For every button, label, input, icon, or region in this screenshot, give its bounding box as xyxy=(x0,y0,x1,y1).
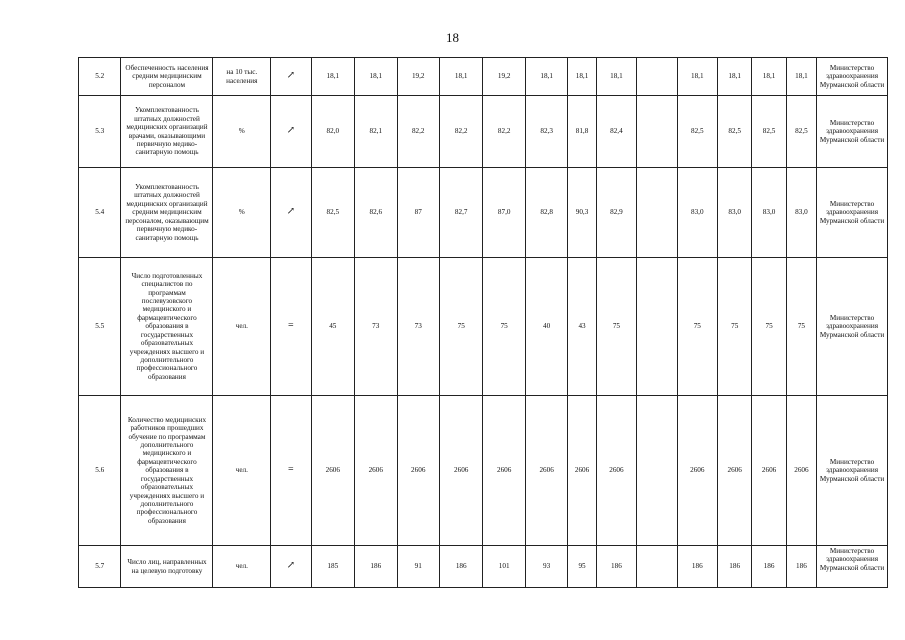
value-cell: 18,1 xyxy=(677,58,717,96)
value-cell: 2606 xyxy=(718,396,752,546)
table-row xyxy=(79,258,888,396)
value-cell: 19,2 xyxy=(397,58,439,96)
value-cell: 82,0 xyxy=(311,96,354,168)
value-cell xyxy=(637,258,677,396)
value-cell: 82,4 xyxy=(596,96,636,168)
value-cell: 18,1 xyxy=(568,58,596,96)
value-cell: 19,2 xyxy=(483,58,525,96)
value-cell: 75 xyxy=(596,258,636,396)
value-cell: 18,1 xyxy=(525,58,567,96)
value-cell: 82,2 xyxy=(483,96,525,168)
indicators-table xyxy=(78,57,888,588)
value-cell: 2606 xyxy=(596,396,636,546)
value-cell: 95 xyxy=(568,546,596,588)
page-number: 18 xyxy=(446,30,459,45)
indicator-name: Число лиц, направленных на целевую подготовку xyxy=(121,546,213,588)
value-cell: 2606 xyxy=(311,396,354,546)
unit-cell: % xyxy=(213,96,271,168)
value-cell: 82,3 xyxy=(525,96,567,168)
value-cell: 82,5 xyxy=(311,168,354,258)
value-cell: 93 xyxy=(525,546,567,588)
row-number: 5.5 xyxy=(79,258,121,396)
value-cell: 82,5 xyxy=(718,96,752,168)
value-cell: 75 xyxy=(786,258,816,396)
value-cell: 82,5 xyxy=(677,96,717,168)
value-cell xyxy=(637,396,677,546)
unit-cell: % xyxy=(213,168,271,258)
value-cell: 186 xyxy=(439,546,482,588)
value-cell: 18,1 xyxy=(311,58,354,96)
value-cell: 82,5 xyxy=(752,96,786,168)
value-cell: 75 xyxy=(718,258,752,396)
value-cell: 2606 xyxy=(355,396,397,546)
value-cell: 186 xyxy=(752,546,786,588)
value-cell: 83,0 xyxy=(718,168,752,258)
value-cell: 83,0 xyxy=(677,168,717,258)
table-row xyxy=(79,58,888,96)
trend-arrow-icon: ↗ xyxy=(271,168,311,258)
value-cell: 73 xyxy=(355,258,397,396)
value-cell: 75 xyxy=(677,258,717,396)
value-cell xyxy=(637,546,677,588)
value-cell: 186 xyxy=(355,546,397,588)
value-cell: 82,2 xyxy=(439,96,482,168)
responsible-cell: Министерство здравоохранения Мурманской области xyxy=(817,96,888,168)
value-cell: 73 xyxy=(397,258,439,396)
indicator-name: Укомплектованность штатных должностей медицинских организаций средним медицинским персоналом, оказывающим первичную медико-санитарную помощь xyxy=(121,168,213,258)
value-cell: 75 xyxy=(439,258,482,396)
trend-equal-icon: = xyxy=(271,258,311,396)
value-cell: 82,9 xyxy=(596,168,636,258)
value-cell: 186 xyxy=(596,546,636,588)
responsible-cell: Министерство здравоохранения Мурманской области xyxy=(817,546,888,588)
value-cell: 18,1 xyxy=(786,58,816,96)
value-cell: 82,5 xyxy=(786,96,816,168)
value-cell: 81,8 xyxy=(568,96,596,168)
value-cell: 18,1 xyxy=(596,58,636,96)
value-cell: 2606 xyxy=(439,396,482,546)
responsible-cell: Министерство здравоохранения Мурманской области xyxy=(817,168,888,258)
value-cell: 186 xyxy=(677,546,717,588)
row-number: 5.6 xyxy=(79,396,121,546)
value-cell: 82,7 xyxy=(439,168,482,258)
unit-cell: на 10 тыс. населения xyxy=(213,58,271,96)
value-cell: 43 xyxy=(568,258,596,396)
table-row xyxy=(79,168,888,258)
value-cell: 2606 xyxy=(568,396,596,546)
table-row xyxy=(79,546,888,588)
table-row xyxy=(79,96,888,168)
value-cell: 91 xyxy=(397,546,439,588)
value-cell: 90,3 xyxy=(568,168,596,258)
value-cell: 18,1 xyxy=(355,58,397,96)
value-cell: 186 xyxy=(718,546,752,588)
value-cell: 82,2 xyxy=(397,96,439,168)
responsible-cell: Министерство здравоохранения Мурманской области xyxy=(817,396,888,546)
row-number: 5.7 xyxy=(79,546,121,588)
value-cell: 87,0 xyxy=(483,168,525,258)
indicator-name: Обеспеченность населения средним медицинским персоналом xyxy=(121,58,213,96)
value-cell: 2606 xyxy=(677,396,717,546)
table-row xyxy=(79,396,888,546)
value-cell: 101 xyxy=(483,546,525,588)
value-cell: 83,0 xyxy=(752,168,786,258)
value-cell: 83,0 xyxy=(786,168,816,258)
value-cell: 82,6 xyxy=(355,168,397,258)
value-cell: 2606 xyxy=(525,396,567,546)
trend-equal-icon: = xyxy=(271,396,311,546)
responsible-cell: Министерство здравоохранения Мурманской области xyxy=(817,258,888,396)
value-cell: 18,1 xyxy=(439,58,482,96)
value-cell xyxy=(637,96,677,168)
value-cell: 2606 xyxy=(786,396,816,546)
row-number: 5.2 xyxy=(79,58,121,96)
trend-arrow-icon: ↗ xyxy=(271,546,311,588)
value-cell: 2606 xyxy=(483,396,525,546)
value-cell: 186 xyxy=(786,546,816,588)
value-cell xyxy=(637,168,677,258)
value-cell: 82,8 xyxy=(525,168,567,258)
value-cell: 75 xyxy=(483,258,525,396)
value-cell: 185 xyxy=(311,546,354,588)
unit-cell: чел. xyxy=(213,396,271,546)
value-cell: 45 xyxy=(311,258,354,396)
responsible-cell: Министерство здравоохранения Мурманской области xyxy=(817,58,888,96)
value-cell: 82,1 xyxy=(355,96,397,168)
unit-cell: чел. xyxy=(213,258,271,396)
row-number: 5.3 xyxy=(79,96,121,168)
value-cell: 75 xyxy=(752,258,786,396)
value-cell xyxy=(637,58,677,96)
value-cell: 18,1 xyxy=(752,58,786,96)
indicator-name: Число подготовленных специалистов по программам послевузовского медицинского и фармацевтического образования в государственных образовательных учреждениях высшего и дополнительного профессионального образования xyxy=(121,258,213,396)
value-cell: 87 xyxy=(397,168,439,258)
trend-arrow-icon: ↗ xyxy=(271,58,311,96)
value-cell: 40 xyxy=(525,258,567,396)
row-number: 5.4 xyxy=(79,168,121,258)
trend-arrow-icon: ↗ xyxy=(271,96,311,168)
value-cell: 2606 xyxy=(397,396,439,546)
value-cell: 18,1 xyxy=(718,58,752,96)
value-cell: 2606 xyxy=(752,396,786,546)
unit-cell: чел. xyxy=(213,546,271,588)
indicator-name: Укомплектованность штатных должностей медицинских организаций врачами, оказывающими первичную медико-санитарную помощь xyxy=(121,96,213,168)
indicator-name: Количество медицинских работников прошедших обучение по программам дополнительного медицинского и фармацевтического образования в государственных образовательных учреждениях высшего и дополнительного профессионального образования xyxy=(121,396,213,546)
